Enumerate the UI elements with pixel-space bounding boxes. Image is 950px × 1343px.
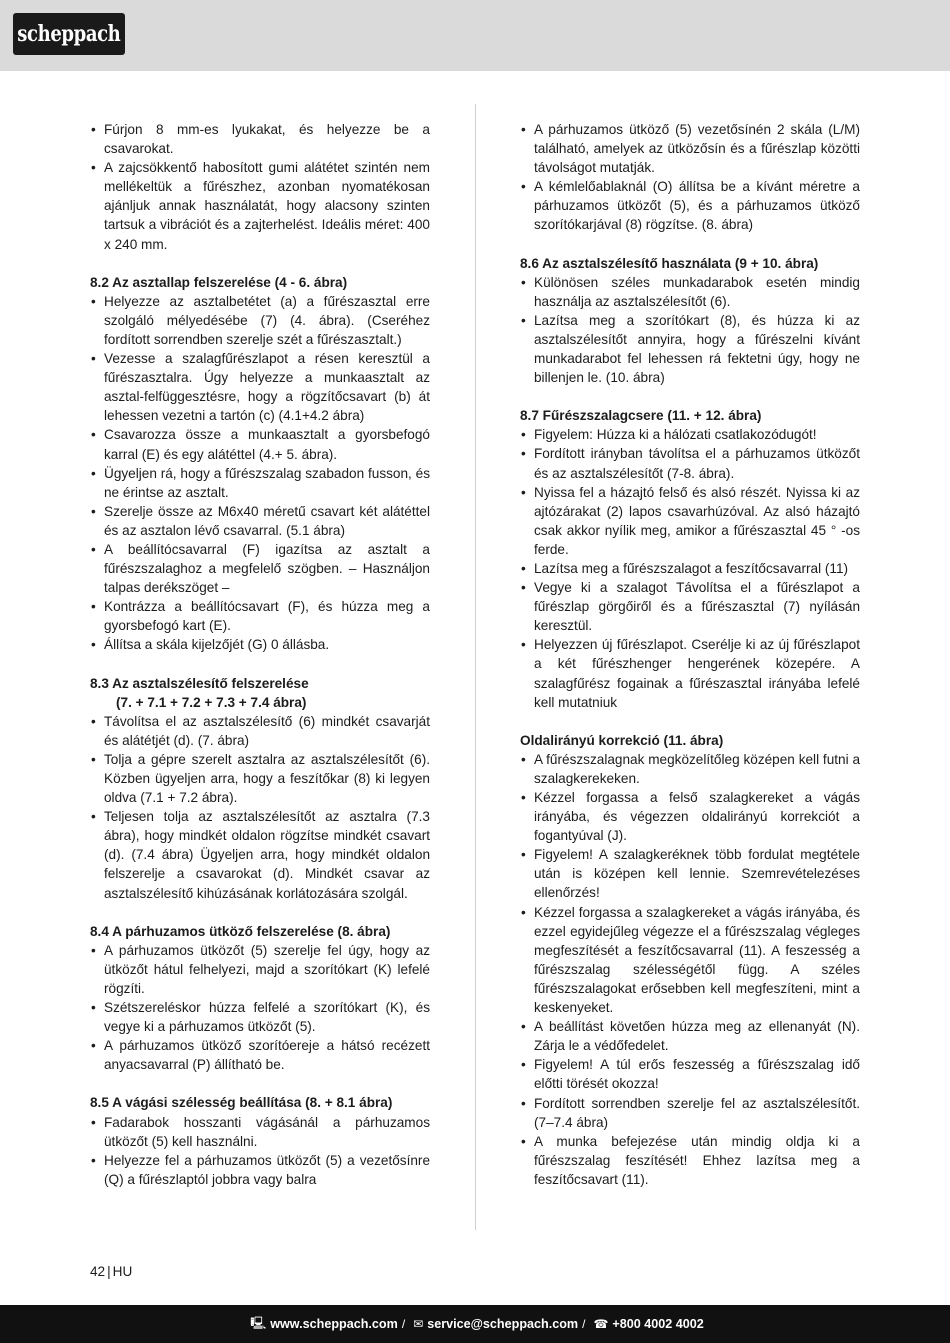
website-link[interactable]: www.scheppach.com: [270, 1317, 398, 1331]
column-divider: [475, 104, 476, 1230]
list-item: • A párhuzamos ütköző (5) vezetősínén 2 skála (L/M) található, amelyek az ütközősín és a fűrészlap közötti távolságot mutatják.: [520, 120, 860, 177]
side-correction-list: [520, 750, 860, 1189]
list-item: • A párhuzamos ütköző szorítóereje a hátsó recézett anyacsavarral (P) állítható be.: [90, 1036, 430, 1074]
phone-link[interactable]: +800 4002 4002: [612, 1317, 704, 1331]
list-item: • Tolja a gépre szerelt asztalra az asztalszélesítőt (6). Közben ügyeljen arra, hogy a feszítőkar (8) ki legyen oldva (7.1 + 7.2 ábra).: [90, 750, 430, 807]
list-item: • Helyezzen új fűrészlapot. Cserélje ki az új fűrészlapot a két fűrészhenger hengerének közepére. A szalagfűrész fogainak a fűrészasztal irányába lefelé kell mutatniuk: [520, 635, 860, 711]
section-heading-8-7: 8.7 Fűrészszalagcsere (11. + 12. ábra): [520, 408, 762, 424]
list-item: • Fordított sorrendben szerelje fel az asztalszélesítőt. (7–7.4 ábra): [520, 1094, 860, 1132]
left-column: [90, 120, 430, 1189]
section-heading-8-2: 8.2 Az asztallap felszerelése (4 - 6. ábra): [90, 274, 348, 290]
list-item: • Különösen széles munkadarabok esetén mindig használja az asztalszélesítőt (6).: [520, 273, 860, 311]
phone-icon: ☎: [593, 1317, 609, 1331]
section-8-4-list: [90, 941, 430, 1075]
list-item: • Figyelem! A túl erős feszesség a fűrészszalag idő előtti törését okozza!: [520, 1055, 860, 1093]
list-item: • Fadarabok hosszanti vágásánál a párhuzamos ütközőt (5) kell használni.: [90, 1113, 430, 1151]
page-footer: [0, 1305, 950, 1343]
list-item: • Állítsa a skála kijelzőjét (G) 0 állásba.: [90, 635, 430, 654]
intro-list-left: [90, 120, 430, 254]
email-link[interactable]: service@scheppach.com: [427, 1317, 579, 1331]
list-item: • Fúrjon 8 mm-es lyukakat, és helyezze be a csavarokat.: [90, 120, 430, 158]
list-item: • Csavarozza össze a munkaasztalt a gyorsbefogó karral (E) és egy alátéttel (4.+ 5. ábra).: [90, 425, 430, 463]
computer-icon: 🖳: [250, 1315, 267, 1330]
section-heading-8-3: [90, 674, 430, 712]
page-number-separator: |: [107, 1264, 111, 1279]
section-8-7-list: [520, 425, 860, 711]
list-item: • A párhuzamos ütközőt (5) szerelje fel úgy, hogy az ütközőt hátul felhelyezi, majd a szorítókart (K) lefelé rögzíti.: [90, 941, 430, 998]
section-8-2-list: [90, 292, 430, 655]
list-item: • Figyelem! A szalagkeréknek több fordulat megtétele után is középen kell lennie. Szemrevételezéses ellenőrzés!: [520, 845, 860, 902]
right-column: [520, 120, 860, 1189]
list-item: • A munka befejezése után mindig oldja ki a fűrészszalag feszítését! Ehhez lazítsa meg a feszítőcsavart (11).: [520, 1132, 860, 1189]
list-item: • Szerelje össze az M6x40 méretű csavart két alátéttel és az asztalon lévő csavarral. (5.1 ábra): [90, 502, 430, 540]
list-item: • Helyezze az asztalbetétet (a) a fűrészasztal erre szolgáló mélyedésébe (7) (4. ábra). (Cseréhez fordított sorrendben szerelje szét a fűrészasztalt.): [90, 292, 430, 349]
section-heading-8-4: 8.4 A párhuzamos ütköző felszerelése (8. ábra): [90, 923, 391, 939]
page-header: [0, 0, 950, 71]
section-8-5-list: [90, 1113, 430, 1189]
page-number: [90, 1264, 132, 1279]
list-item: • Nyissa fel a házajtó felső és alsó részét. Nyissa ki az ajtózárakat (2) lapos csavarhúzóval. Az alsó házajtó csak akkor nyílik meg, amikor a fűrészasztal 45 ° -os ferde.: [520, 483, 860, 559]
envelope-icon: ✉: [413, 1317, 424, 1331]
list-item: • Távolítsa el az asztalszélesítő (6) mindkét csavarját és alátétjét (d). (7. ábra): [90, 712, 430, 750]
list-item: • A zajcsökkentő habosított gumi alátétet szintén nem mellékeltük a fűrészhez, azonban nyomatékosan ajánljuk annak használatát, hogy alacsony szinten tartsuk a vibrációt és a zajterhelést. Ideális méret: 400 x 240 mm.: [90, 158, 430, 253]
brand-logo-text: scheppach: [17, 21, 121, 47]
list-item: • Ügyeljen rá, hogy a fűrészszalag szabadon fusson, és ne érintse az asztalt.: [90, 464, 430, 502]
section-heading-8-3-line2: (7. + 7.1 + 7.2 + 7.3 + 7.4 ábra): [116, 694, 307, 710]
section-heading-8-6: 8.6 Az asztalszélesítő használata (9 + 10. ábra): [520, 255, 819, 271]
section-heading-8-5: 8.5 A vágási szélesség beállítása (8. + 8.1 ábra): [90, 1095, 393, 1111]
list-item: • Fordított irányban távolítsa el a párhuzamos ütközőt és az asztalszélesítőt (7-8. ábra).: [520, 444, 860, 482]
list-item: • Teljesen tolja az asztalszélesítőt az asztalra (7.3 ábra), hogy mindkét oldalon rögzítse mindkét csavart (d). (7.4 ábra) Ügyeljen arra, hogy mindkét oldalon felszerelje a csavarokat (d). Mindkét csavar az asztalszélesítő kihúzásának korlátozására szolgál.: [90, 807, 430, 902]
list-item: • A fűrészszalagnak megközelítőleg középen kell futni a szalagkerekeken.: [520, 750, 860, 788]
section-8-6-list: [520, 273, 860, 388]
brand-logo: [13, 13, 125, 55]
list-item: • A kémlelőablaknál (O) állítsa be a kívánt méretre a párhuzamos ütközőt (5), és a párhuzamos ütköző szorítókarjával (8) rögzítse. (8. ábra): [520, 177, 860, 234]
list-item: • Vegye ki a szalagot Távolítsa el a fűrészlapot a fűrészlap görgőiről és a fűrészasztal (7) nyílásán keresztül.: [520, 578, 860, 635]
list-item: • A beállítást követően húzza meg az ellenanyát (N). Zárja le a védőfedelet.: [520, 1017, 860, 1055]
list-item: • Kézzel forgassa a felső szalagkereket a vágás irányába, és végezzen oldalirányú korrekciót a fogantyúval (J).: [520, 788, 860, 845]
list-item: • Helyezze fel a párhuzamos ütközőt (5) a vezetősínre (Q) a fűrészlaptól jobbra vagy balra: [90, 1151, 430, 1189]
page-number-value: 42: [90, 1264, 106, 1279]
footer-separator: /: [401, 1317, 406, 1331]
list-item: • Kézzel forgassa a szalagkereket a vágás irányába, és ezzel egyidejűleg végezze el a fűrészszalag végleges megfeszítését a feszítőcsavarral (11). A feszesség a fűrészszalag szélességétől függ. A széles fűrészszalagokat erősebben kell megfeszíteni, mint a keskenyeket.: [520, 903, 860, 1018]
footer-separator: /: [582, 1317, 586, 1331]
list-item: • Vezesse a szalagfűrészlapot a résen keresztül a fűrészasztalra. Úgy helyezze a munkaasztalt az asztal-felfüggesztésre, hogy a rögzítőcsavart (b) át lehessen vezetni a tartón (c) (4.1+4.2 ábra): [90, 349, 430, 425]
list-item: • Szétszereléskor húzza felfelé a szorítókart (K), és vegye ki a párhuzamos ütközőt (5).: [90, 998, 430, 1036]
list-item: • Lazítsa meg a fűrészszalagot a feszítőcsavarral (11): [520, 559, 860, 578]
list-item: • Kontrázza a beállítócsavart (F), és húzza meg a gyorsbefogó kart (E).: [90, 597, 430, 635]
list-item: • Figyelem: Húzza ki a hálózati csatlakozódugót!: [520, 425, 860, 444]
list-item: • Lazítsa meg a szorítókart (8), és húzza ki az asztalszélesítőt annyira, hogy a fűrészelni kívánt munkadarabot fel lehessen rá fektetni úgy, hogy ne billenjen le. (10. ábra): [520, 311, 860, 387]
list-item: • A beállítócsavarral (F) igazítsa az asztalt a fűrészszalaghoz a megfelelő szögben. – Használjon talpas derékszöget –: [90, 540, 430, 597]
section-8-3-list: [90, 712, 430, 903]
section-heading-8-3-line1: 8.3 Az asztalszélesítő felszerelése: [90, 675, 309, 691]
section-heading-side-correction: Oldalirányú korrekció (11. ábra): [520, 732, 724, 748]
intro-list-right: [520, 120, 860, 235]
page-language: HU: [112, 1264, 133, 1279]
